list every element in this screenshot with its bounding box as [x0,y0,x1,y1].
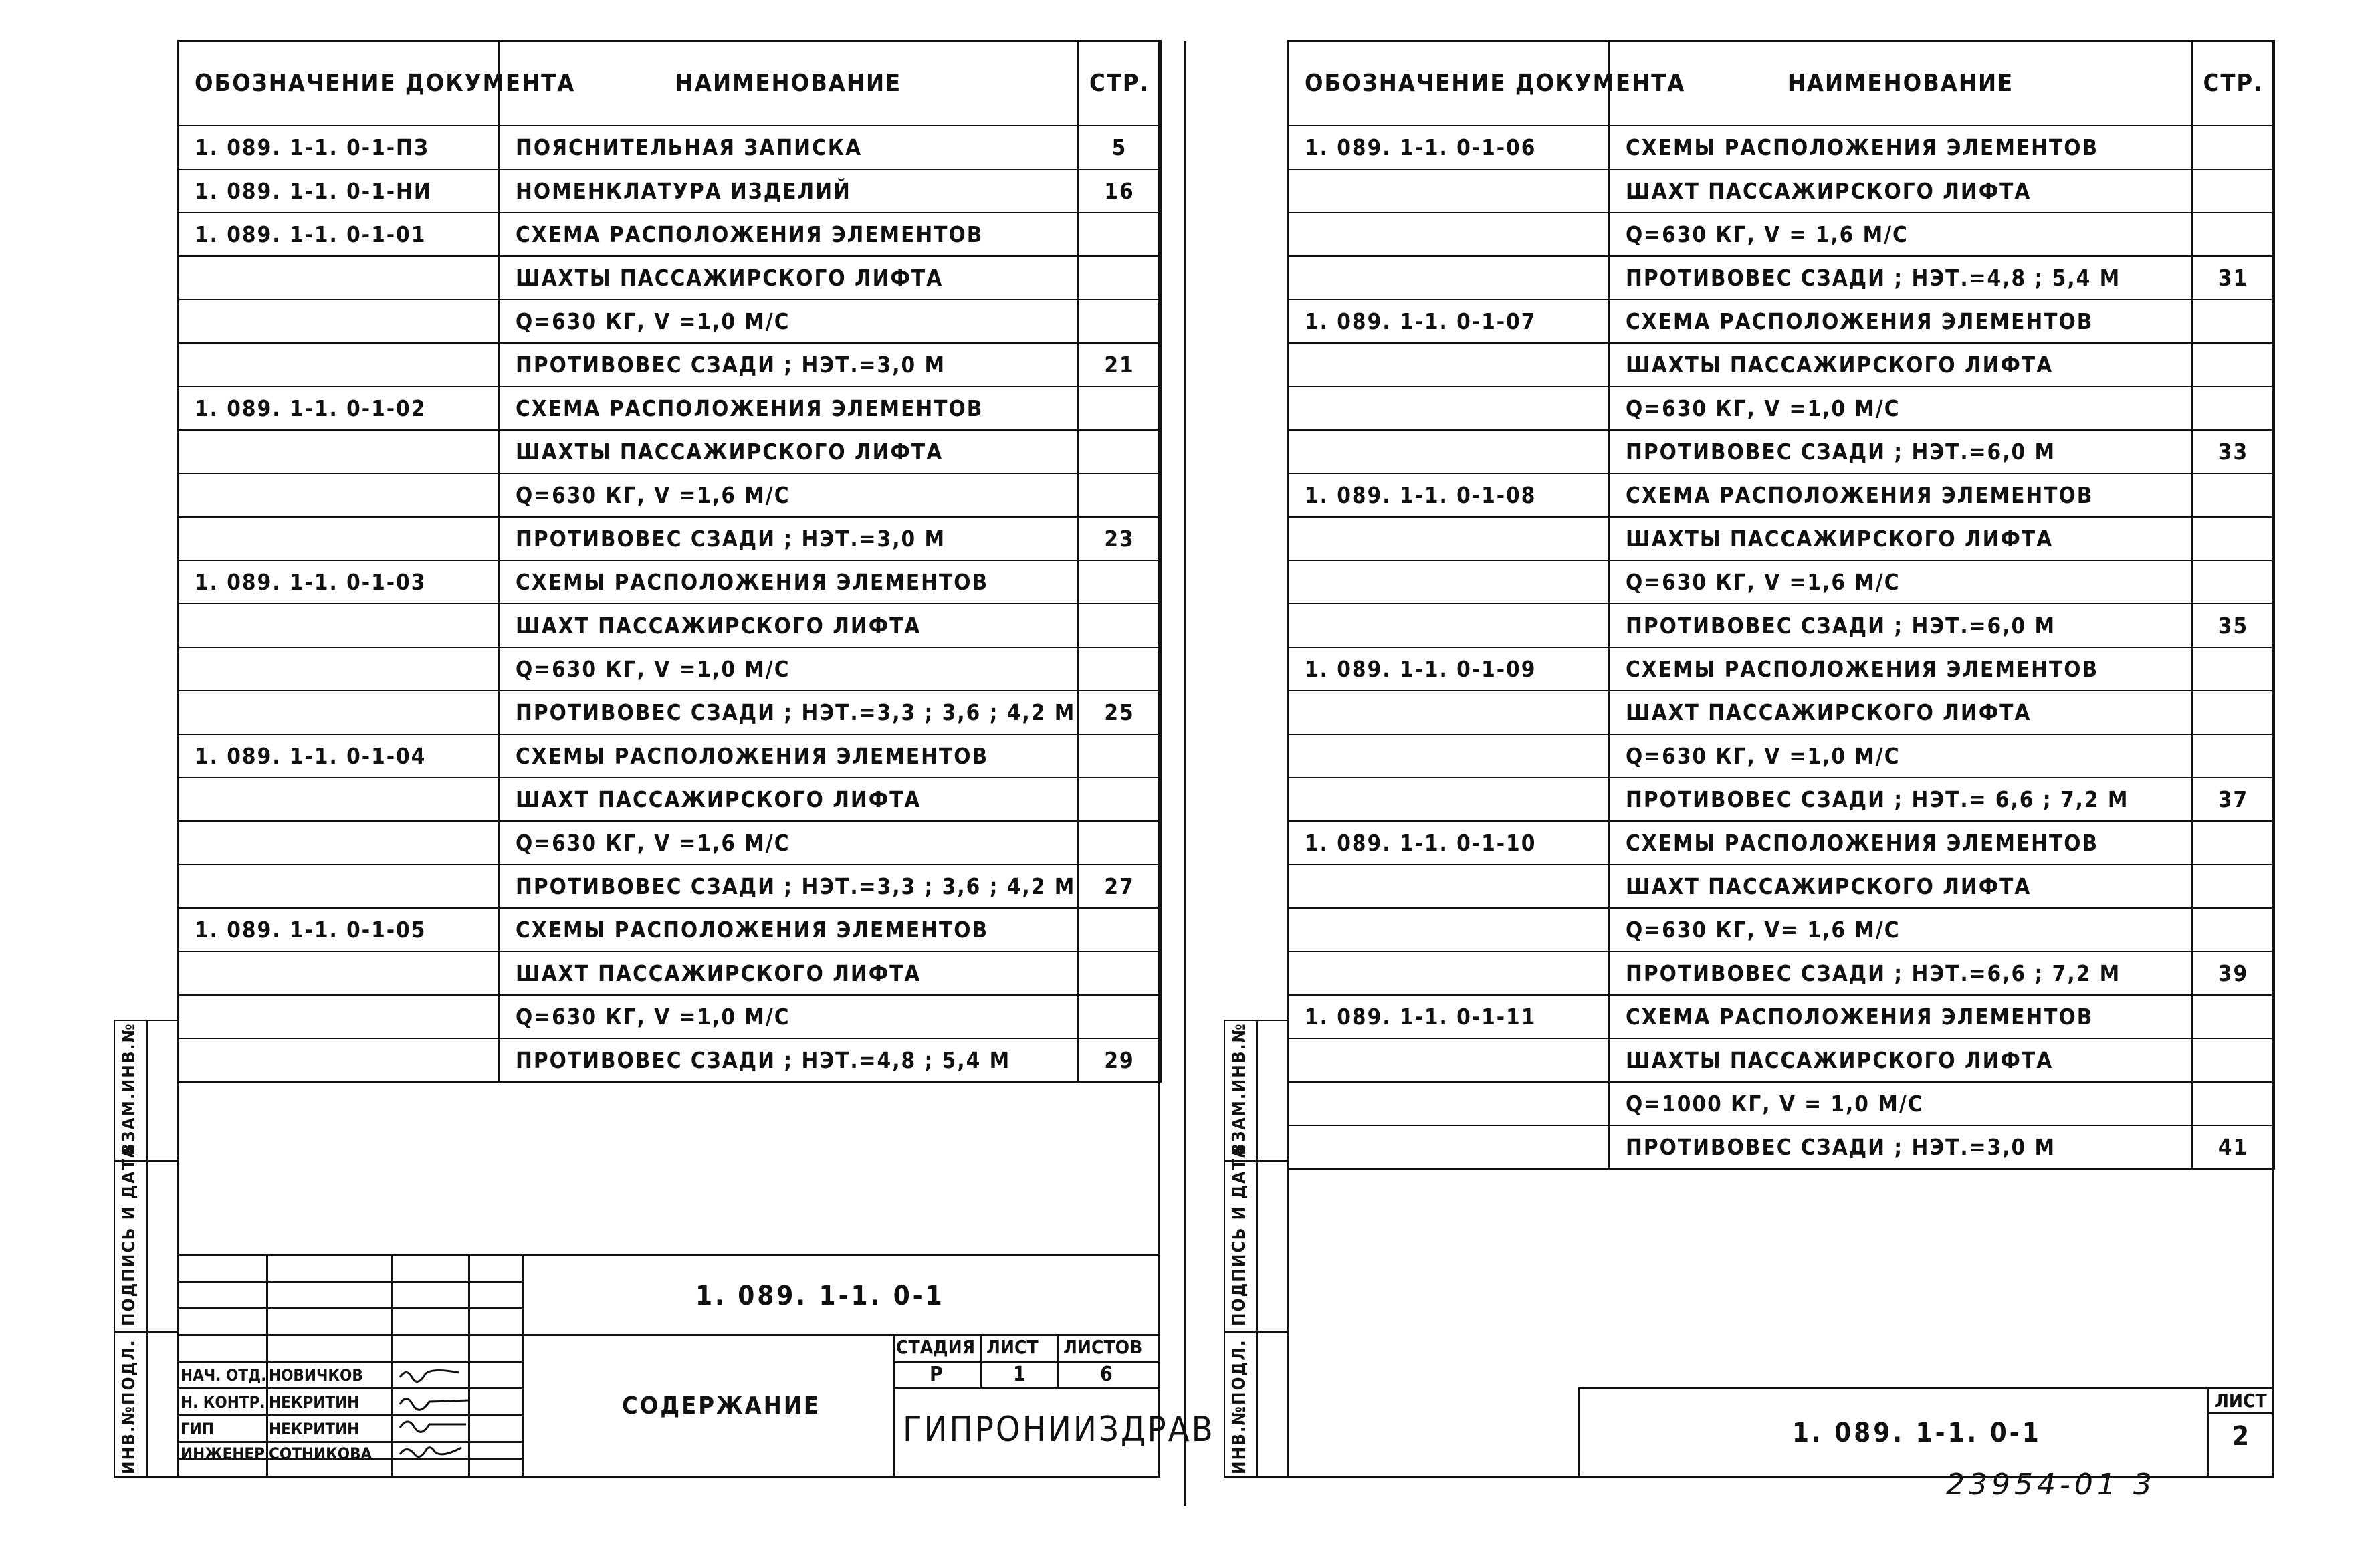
page-cell [1078,473,1161,517]
doc-code-cell: 1. 089. 1-1. 0-1-07 [1288,300,1609,343]
doc-code-cell [1288,560,1609,604]
table-row [1288,386,2274,430]
doc-name-cell: ПРОТИВОВЕС СЗАДИ ; HЭТ.=6,0 М [1609,430,2192,473]
table-row [1288,213,2274,256]
table-row [1288,821,2274,865]
page-cell [2192,386,2274,430]
doc-code-cell [178,778,499,821]
doc-code-cell [178,604,499,647]
doc-code-cell [178,1038,499,1082]
doc-name-cell: ПРОТИВОВЕС СЗАДИ ; HЭТ.=3,0 М [1609,1125,2192,1169]
table-row [178,691,1161,734]
page-divider [1184,41,1186,1506]
page-cell [1078,300,1161,343]
table-row [1288,778,2274,821]
page-cell [1078,821,1161,865]
side-label-podpis: ПОДПИСЬ И ДАТА [119,1144,139,1326]
table-row [1288,691,2274,734]
doc-name-cell: ПРОТИВОВЕС СЗАДИ ; HЭТ.=4,8 ; 5,4 М [499,1038,1078,1082]
doc-name-cell: ПРОТИВОВЕС СЗАДИ ; HЭТ.=4,8 ; 5,4 М [1609,256,2192,300]
table-row [1288,169,2274,213]
table-row [178,517,1161,560]
doc-code-cell [178,300,499,343]
page-cell [2192,300,2274,343]
page-cell [2192,343,2274,386]
page-cell [1078,256,1161,300]
page-cell [2192,734,2274,778]
doc-code-cell [1288,169,1609,213]
role-name-1: НОВИЧКОВ [269,1366,363,1385]
left-contents-table [177,40,1162,1083]
doc-code-cell [178,995,499,1038]
page-cell: 5 [1078,126,1161,169]
page-cell [1078,604,1161,647]
table-row [178,430,1161,473]
table-row [178,647,1161,691]
table-row [178,560,1161,604]
doc-code-cell: 1. 089. 1-1. 0-1-10 [1288,821,1609,865]
doc-name-cell: ШАХТ ПАССАЖИРСКОГО ЛИФТА [1609,691,2192,734]
doc-name-cell: СХЕМЫ РАСПОЛОЖЕНИЯ ЭЛЕМЕНТОВ [1609,126,2192,169]
page-cell: 25 [1078,691,1161,734]
table-row [1288,256,2274,300]
sheet-label: ЛИСТ [986,1336,1039,1358]
role-3: ГИП [181,1420,214,1438]
doc-name-cell: Q=1000 КГ, V = 1,0 М/С [1609,1082,2192,1125]
table-row [1288,1082,2274,1125]
doc-name-cell: Q=630 КГ, V =1,0 М/С [499,995,1078,1038]
doc-name-cell: СХЕМА РАСПОЛОЖЕНИЯ ЭЛЕМЕНТОВ [1609,995,2192,1038]
page-cell [1078,734,1161,778]
doc-code-cell: 1. 089. 1-1. 0-1-04 [178,734,499,778]
doc-code-cell: 1. 089. 1-1. 0-1-02 [178,386,499,430]
table-row [1288,517,2274,560]
doc-code-cell [178,343,499,386]
doc-code-cell [1288,1082,1609,1125]
page-cell [2192,821,2274,865]
doc-code-cell [1288,1125,1609,1169]
left-rows [178,126,1161,1082]
page-cell [2192,647,2274,691]
doc-name-cell: СХЕМА РАСПОЛОЖЕНИЯ ЭЛЕМЕНТОВ [1609,473,2192,517]
doc-name-cell: ПРОТИВОВЕС СЗАДИ ; HЭТ.=3,0 М [499,343,1078,386]
doc-code-cell [1288,343,1609,386]
table-row [178,865,1161,908]
sheet-value: 1 [1013,1363,1026,1386]
page-cell [2192,560,2274,604]
table-row [178,821,1161,865]
doc-code-cell: 1. 089. 1-1. 0-1-03 [178,560,499,604]
page-cell: 31 [2192,256,2274,300]
doc-code-cell: 1. 089. 1-1. 0-1-05 [178,908,499,952]
page-cell: 41 [2192,1125,2274,1169]
doc-name-cell: ШАХТЫ ПАССАЖИРСКОГО ЛИФТА [499,256,1078,300]
right-sheet-value: 2 [2232,1421,2250,1452]
table-row [178,473,1161,517]
doc-code-cell [1288,734,1609,778]
side-label-podpis-right: ПОДПИСЬ И ДАТА [1229,1144,1249,1326]
left-doc-title: СОДЕРЖАНИЕ [622,1392,821,1420]
doc-code-cell: 1. 089. 1-1. 0-1-11 [1288,995,1609,1038]
side-label-vzam-right: ВЗАМ.ИНВ.№ [1229,1022,1249,1155]
page-cell [2192,908,2274,952]
page-cell: 23 [1078,517,1161,560]
page-cell: 29 [1078,1038,1161,1082]
page-cell [2192,169,2274,213]
doc-name-cell: СХЕМЫ РАСПОЛОЖЕНИЯ ЭЛЕМЕНТОВ [499,734,1078,778]
doc-code-cell [178,256,499,300]
doc-name-cell: СХЕМЫ РАСПОЛОЖЕНИЯ ЭЛЕМЕНТОВ [1609,821,2192,865]
table-row [178,995,1161,1038]
page-cell: 16 [1078,169,1161,213]
table-row [1288,995,2274,1038]
table-row [1288,1125,2274,1169]
table-row [1288,734,2274,778]
doc-code-cell: 1. 089. 1-1. 0-1-01 [178,213,499,256]
doc-code-cell [178,865,499,908]
doc-code-cell [178,517,499,560]
table-row [178,734,1161,778]
doc-code-cell [1288,952,1609,995]
col-page-header-right: СТР. [2192,41,2274,126]
doc-code-cell [1288,430,1609,473]
table-row [1288,430,2274,473]
col-page-header: СТР. [1078,41,1161,126]
col-name-header-right: НАИМЕНОВАНИЕ [1609,41,2192,126]
doc-name-cell: СХЕМЫ РАСПОЛОЖЕНИЯ ЭЛЕМЕНТОВ [499,908,1078,952]
doc-code-cell [178,691,499,734]
sheets-label: ЛИСТОВ [1063,1336,1143,1358]
page-cell [1078,995,1161,1038]
doc-name-cell: ПРОТИВОВЕС СЗАДИ ; HЭТ.=3,3 ; 3,6 ; 4,2 М [499,691,1078,734]
doc-code-cell: 1. 089. 1-1. 0-1-06 [1288,126,1609,169]
archive-number: 23954-01 3 [1946,1468,2156,1502]
doc-name-cell: Q=630 КГ, V = 1,6 М/С [1609,213,2192,256]
doc-name-cell: СХЕМЫ РАСПОЛОЖЕНИЯ ЭЛЕМЕНТОВ [499,560,1078,604]
page-cell: 35 [2192,604,2274,647]
page-cell [1078,386,1161,430]
doc-name-cell: СХЕМА РАСПОЛОЖЕНИЯ ЭЛЕМЕНТОВ [499,386,1078,430]
col-designation-header-right: ОБОЗНАЧЕНИЕ ДОКУМЕНТА [1288,41,1609,126]
side-label-inv: ИНВ.№ПОДЛ. [119,1339,139,1474]
stage-label: СТАДИЯ [896,1336,976,1358]
sheets-value: 6 [1100,1363,1113,1386]
table-row [1288,300,2274,343]
table-row [1288,473,2274,517]
right-doc-code: 1. 089. 1-1. 0-1 [1792,1418,2042,1448]
table-row [1288,952,2274,995]
doc-name-cell: ШАХТЫ ПАССАЖИРСКОГО ЛИФТА [1609,343,2192,386]
doc-code-cell [1288,256,1609,300]
doc-name-cell: СХЕМА РАСПОЛОЖЕНИЯ ЭЛЕМЕНТОВ [1609,300,2192,343]
doc-name-cell: ШАХТЫ ПАССАЖИРСКОГО ЛИФТА [1609,517,2192,560]
doc-name-cell: Q=630 КГ, V =1,6 М/С [499,473,1078,517]
page-cell [2192,517,2274,560]
doc-code-cell [1288,1038,1609,1082]
doc-code-cell [1288,213,1609,256]
doc-name-cell: ПОЯСНИТЕЛЬНАЯ ЗАПИСКА [499,126,1078,169]
table-row [178,256,1161,300]
page-cell [1078,213,1161,256]
table-row [178,1038,1161,1082]
doc-code-cell: 1. 089. 1-1. 0-1-09 [1288,647,1609,691]
doc-name-cell: Q=630 КГ, V =1,0 М/С [499,647,1078,691]
doc-name-cell: ШАХТЫ ПАССАЖИРСКОГО ЛИФТА [1609,1038,2192,1082]
doc-code-cell [1288,908,1609,952]
stage-value: Р [930,1363,943,1386]
table-row [1288,865,2274,908]
page-cell [1078,908,1161,952]
table-row [178,952,1161,995]
table-row [178,169,1161,213]
doc-name-cell: НОМЕНКЛАТУРА ИЗДЕЛИЙ [499,169,1078,213]
right-contents-table [1287,40,2275,1170]
table-row [178,778,1161,821]
table-row [178,213,1161,256]
page-cell [1078,778,1161,821]
doc-name-cell: ПРОТИВОВЕС СЗАДИ ; HЭТ.=3,3 ; 3,6 ; 4,2 М [499,865,1078,908]
table-row [1288,560,2274,604]
org-name: ГИПРОНИИЗДРАВ [903,1410,1215,1450]
doc-name-cell: ШАХТ ПАССАЖИРСКОГО ЛИФТА [499,778,1078,821]
doc-name-cell: ПРОТИВОВЕС СЗАДИ ; HЭТ.=3,0 М [499,517,1078,560]
table-row [1288,604,2274,647]
page-cell [2192,691,2274,734]
table-row [178,386,1161,430]
doc-name-cell: Q=630 КГ, V =1,6 М/С [1609,560,2192,604]
doc-code-cell [1288,386,1609,430]
right-sheet-label: ЛИСТ [2215,1389,2267,1412]
doc-name-cell: ШАХТЫ ПАССАЖИРСКОГО ЛИФТА [499,430,1078,473]
role-name-4: СОТНИКОВА [269,1444,372,1463]
doc-code-cell [178,952,499,995]
table-row [1288,908,2274,952]
table-row [178,126,1161,169]
page-cell [1078,430,1161,473]
doc-name-cell: Q=630 КГ, V= 1,6 М/С [1609,908,2192,952]
table-row [178,908,1161,952]
doc-name-cell: Q=630 КГ, V =1,0 М/С [1609,386,2192,430]
doc-code-cell [178,430,499,473]
page-cell [2192,126,2274,169]
page-cell [1078,952,1161,995]
signature-marks [395,1364,468,1474]
doc-code-cell: 1. 089. 1-1. 0-1-08 [1288,473,1609,517]
doc-name-cell: СХЕМА РАСПОЛОЖЕНИЯ ЭЛЕМЕНТОВ [499,213,1078,256]
right-rows [1288,126,2274,1169]
doc-code-cell: 1. 089. 1-1. 0-1-ПЗ [178,126,499,169]
role-2: Н. КОНТР. [181,1393,265,1412]
role-name-2: НЕКРИТИН [269,1393,360,1412]
page-cell: 37 [2192,778,2274,821]
doc-code-cell [178,473,499,517]
col-name-header: НАИМЕНОВАНИЕ [499,41,1078,126]
table-row [1288,126,2274,169]
doc-code-cell [1288,865,1609,908]
page-cell [1078,560,1161,604]
table-row [1288,1038,2274,1082]
table-row [178,300,1161,343]
doc-name-cell: ПРОТИВОВЕС СЗАДИ ; HЭТ.=6,0 М [1609,604,2192,647]
left-doc-code: 1. 089. 1-1. 0-1 [695,1281,945,1311]
page-cell [2192,1038,2274,1082]
doc-name-cell: Q=630 КГ, V =1,6 М/С [499,821,1078,865]
doc-name-cell: ШАХТ ПАССАЖИРСКОГО ЛИФТА [1609,169,2192,213]
doc-code-cell [1288,604,1609,647]
page-cell [2192,865,2274,908]
page-cell [2192,1082,2274,1125]
table-row [1288,343,2274,386]
doc-name-cell: Q=630 КГ, V =1,0 М/С [1609,734,2192,778]
doc-code-cell [1288,691,1609,734]
page-cell: 21 [1078,343,1161,386]
doc-name-cell: СХЕМЫ РАСПОЛОЖЕНИЯ ЭЛЕМЕНТОВ [1609,647,2192,691]
doc-code-cell [178,821,499,865]
doc-code-cell: 1. 089. 1-1. 0-1-НИ [178,169,499,213]
doc-name-cell: ПРОТИВОВЕС СЗАДИ ; HЭТ.= 6,6 ; 7,2 М [1609,778,2192,821]
doc-name-cell: ШАХТ ПАССАЖИРСКОГО ЛИФТА [499,604,1078,647]
table-row [1288,647,2274,691]
side-label-inv-right: ИНВ.№ПОДЛ. [1229,1339,1249,1474]
role-name-3: НЕКРИТИН [269,1420,360,1438]
doc-name-cell: ШАХТ ПАССАЖИРСКОГО ЛИФТА [1609,865,2192,908]
side-label-vzam: ВЗАМ.ИНВ.№ [119,1022,139,1155]
doc-name-cell: ПРОТИВОВЕС СЗАДИ ; HЭТ.=6,6 ; 7,2 М [1609,952,2192,995]
page-cell [2192,473,2274,517]
page-cell: 27 [1078,865,1161,908]
table-row [178,343,1161,386]
page-cell: 39 [2192,952,2274,995]
table-row [178,604,1161,647]
page-cell [1078,647,1161,691]
role-1: НАЧ. ОТД. [181,1366,267,1385]
doc-code-cell [178,647,499,691]
doc-name-cell: ШАХТ ПАССАЖИРСКОГО ЛИФТА [499,952,1078,995]
page-cell [2192,995,2274,1038]
col-designation-header: ОБОЗНАЧЕНИЕ ДОКУМЕНТА [178,41,499,126]
page-cell [2192,213,2274,256]
doc-name-cell: Q=630 КГ, V =1,0 М/С [499,300,1078,343]
doc-code-cell [1288,778,1609,821]
page-cell: 33 [2192,430,2274,473]
role-4: ИНЖЕНЕР [181,1444,265,1463]
doc-code-cell [1288,517,1609,560]
